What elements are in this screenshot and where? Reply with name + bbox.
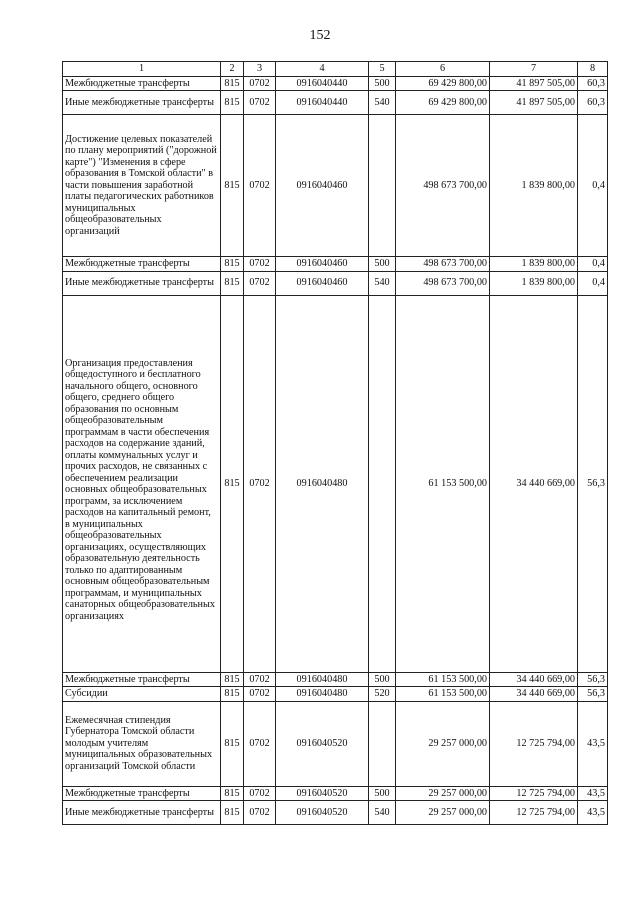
cell-amount-7: 34 440 669,00 (490, 672, 578, 687)
cell-code-3: 0702 (244, 801, 276, 825)
cell-amount-6: 498 673 700,00 (396, 271, 490, 295)
table-row (63, 115, 608, 257)
cell-code-4: 0916040520 (276, 701, 369, 786)
cell-amount-6: 61 153 500,00 (396, 295, 490, 672)
cell-percent-8: 0,4 (578, 115, 608, 257)
cell-code-5: 540 (369, 801, 396, 825)
cell-code-3: 0702 (244, 687, 276, 702)
cell-code-5: 500 (369, 786, 396, 801)
header-cell: 2 (221, 62, 244, 77)
cell-code-4: 0916040520 (276, 786, 369, 801)
cell-amount-6: 498 673 700,00 (396, 257, 490, 272)
cell-amount-6: 61 153 500,00 (396, 672, 490, 687)
cell-amount-7: 1 839 800,00 (490, 271, 578, 295)
cell-name: Достижение целевых показателей по плану мероприятий ("дорожной карте") "Изменения в сфере образования в Томской области" в части повышения заработной платы педагогических работников муниципальных общеобразовательных организаций (63, 115, 221, 257)
cell-code-4: 0916040440 (276, 91, 369, 115)
cell-code-5: 520 (369, 687, 396, 702)
cell-percent-8: 43,5 (578, 801, 608, 825)
cell-code-5: 500 (369, 257, 396, 272)
cell-name: Межбюджетные трансферты (63, 786, 221, 801)
cell-code-2: 815 (221, 801, 244, 825)
table-row (63, 801, 608, 825)
cell-percent-8: 43,5 (578, 701, 608, 786)
cell-code-4: 0916040520 (276, 801, 369, 825)
cell-amount-7: 34 440 669,00 (490, 687, 578, 702)
cell-code-4: 0916040480 (276, 295, 369, 672)
cell-percent-8: 0,4 (578, 271, 608, 295)
table-header-row (63, 62, 608, 77)
cell-name: Межбюджетные трансферты (63, 257, 221, 272)
cell-code-2: 815 (221, 271, 244, 295)
cell-code-5: 500 (369, 76, 396, 91)
cell-code-3: 0702 (244, 76, 276, 91)
cell-code-3: 0702 (244, 257, 276, 272)
cell-name: Иные межбюджетные трансферты (63, 271, 221, 295)
table-row (63, 672, 608, 687)
cell-name: Субсидии (63, 687, 221, 702)
cell-code-5 (369, 295, 396, 672)
page-number: 152 (309, 28, 331, 43)
header-cell: 6 (396, 62, 490, 77)
cell-name: Иные межбюджетные трансферты (63, 801, 221, 825)
cell-code-4: 0916040480 (276, 687, 369, 702)
table-row (63, 76, 608, 91)
cell-code-3: 0702 (244, 271, 276, 295)
cell-amount-6: 29 257 000,00 (396, 801, 490, 825)
header-cell: 8 (578, 62, 608, 77)
cell-code-3: 0702 (244, 701, 276, 786)
cell-percent-8: 60,3 (578, 76, 608, 91)
cell-code-5 (369, 701, 396, 786)
cell-code-5: 500 (369, 672, 396, 687)
header-cell: 3 (244, 62, 276, 77)
cell-code-3: 0702 (244, 672, 276, 687)
header-cell: 5 (369, 62, 396, 77)
table-row (63, 271, 608, 295)
cell-code-4: 0916040480 (276, 672, 369, 687)
table-row (63, 786, 608, 801)
header-cell: 7 (490, 62, 578, 77)
table-row (63, 295, 608, 672)
cell-name: Межбюджетные трансферты (63, 672, 221, 687)
table-row (63, 701, 608, 786)
cell-amount-7: 1 839 800,00 (490, 257, 578, 272)
cell-code-5 (369, 115, 396, 257)
cell-amount-6: 69 429 800,00 (396, 91, 490, 115)
cell-name: Ежемесячная стипендия Губернатора Томской области молодым учителям муниципальных образовательных организаций Томской области (63, 701, 221, 786)
cell-amount-6: 61 153 500,00 (396, 687, 490, 702)
cell-code-2: 815 (221, 295, 244, 672)
cell-amount-7: 12 725 794,00 (490, 786, 578, 801)
cell-amount-7: 34 440 669,00 (490, 295, 578, 672)
cell-percent-8: 0,4 (578, 257, 608, 272)
cell-code-2: 815 (221, 91, 244, 115)
cell-amount-6: 69 429 800,00 (396, 76, 490, 91)
cell-percent-8: 56,3 (578, 295, 608, 672)
cell-amount-6: 29 257 000,00 (396, 786, 490, 801)
cell-code-5: 540 (369, 91, 396, 115)
table-row (63, 257, 608, 272)
cell-percent-8: 60,3 (578, 91, 608, 115)
cell-code-2: 815 (221, 257, 244, 272)
cell-name: Межбюджетные трансферты (63, 76, 221, 91)
cell-amount-7: 41 897 505,00 (490, 76, 578, 91)
cell-amount-6: 498 673 700,00 (396, 115, 490, 257)
cell-amount-7: 12 725 794,00 (490, 801, 578, 825)
cell-code-4: 0916040460 (276, 115, 369, 257)
cell-amount-7: 1 839 800,00 (490, 115, 578, 257)
cell-name: Организация предоставления общедоступного и бесплатного начального общего, основного общего, среднего общего образования по основным общеобразовательным программам в части обеспечения расходов на содержание зданий, оплаты коммунальных услуг и прочих расходов, не связанных с обеспечением реализации основных общеобразовательных программ, за исключением расходов на капитальный ремонт, в муниципальных общеобразовательных организациях, осуществляющих образовательную деятельность только по адаптированным основным общеобразовательным программам, и муниципальных санаторных общеобразовательных организациях (63, 295, 221, 672)
cell-code-3: 0702 (244, 295, 276, 672)
cell-percent-8: 56,3 (578, 672, 608, 687)
header-cell: 4 (276, 62, 369, 77)
cell-code-3: 0702 (244, 786, 276, 801)
cell-code-2: 815 (221, 115, 244, 257)
table-row (63, 91, 608, 115)
cell-code-2: 815 (221, 687, 244, 702)
cell-code-2: 815 (221, 672, 244, 687)
table-row (63, 687, 608, 702)
cell-code-4: 0916040460 (276, 257, 369, 272)
cell-code-4: 0916040440 (276, 76, 369, 91)
cell-code-2: 815 (221, 76, 244, 91)
cell-percent-8: 56,3 (578, 687, 608, 702)
cell-code-3: 0702 (244, 91, 276, 115)
cell-code-2: 815 (221, 786, 244, 801)
cell-percent-8: 43,5 (578, 786, 608, 801)
cell-code-2: 815 (221, 701, 244, 786)
cell-code-4: 0916040460 (276, 271, 369, 295)
cell-name: Иные межбюджетные трансферты (63, 91, 221, 115)
header-cell: 1 (63, 62, 221, 77)
cell-amount-7: 41 897 505,00 (490, 91, 578, 115)
cell-code-5: 540 (369, 271, 396, 295)
cell-amount-6: 29 257 000,00 (396, 701, 490, 786)
cell-amount-7: 12 725 794,00 (490, 701, 578, 786)
budget-table (62, 61, 608, 825)
cell-code-3: 0702 (244, 115, 276, 257)
